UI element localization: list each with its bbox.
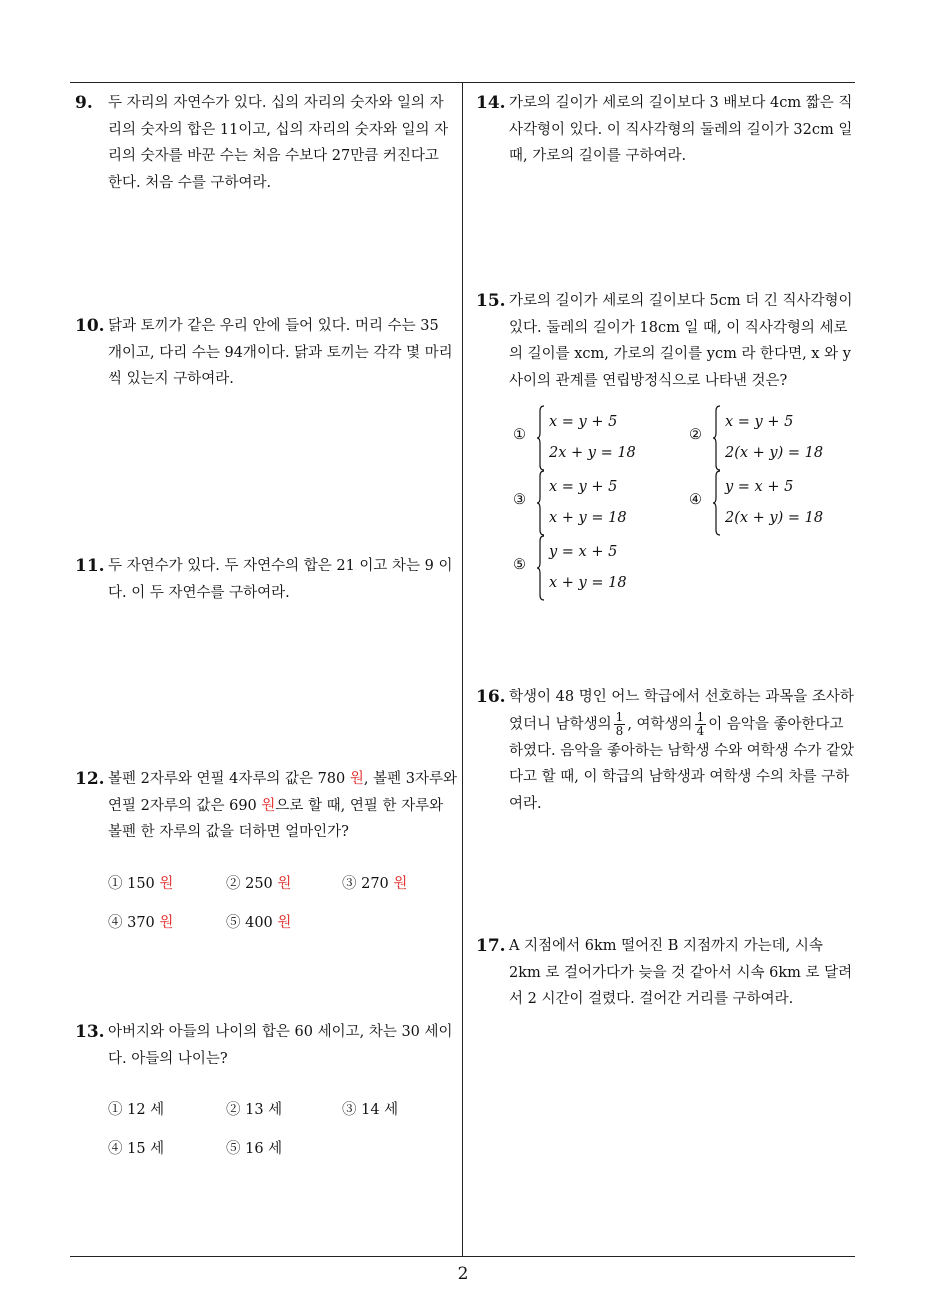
question-12 bbox=[75, 766, 457, 846]
question-number: 12. bbox=[75, 769, 105, 789]
currency-unit: 원 bbox=[159, 876, 174, 892]
choice-mark: ③ bbox=[342, 876, 357, 892]
left-brace-icon bbox=[713, 405, 721, 471]
bottom-rule bbox=[70, 1256, 855, 1257]
equation-2: 2x + y = 18 bbox=[549, 445, 636, 461]
choice-mark: ⑤ bbox=[226, 915, 241, 931]
choice-value: 400 bbox=[245, 915, 273, 931]
choice-value: 12 세 bbox=[127, 1102, 165, 1118]
question-16 bbox=[476, 684, 858, 817]
question-text bbox=[108, 766, 457, 846]
left-brace-icon bbox=[713, 470, 721, 536]
currency-unit: 원 bbox=[393, 876, 408, 892]
choice-mark: ① bbox=[513, 427, 526, 443]
text-fragment: , 여학생의 bbox=[627, 716, 693, 732]
question-number: 16. bbox=[476, 687, 506, 707]
choice-3[interactable] bbox=[342, 872, 407, 893]
question-17 bbox=[476, 933, 858, 1013]
currency-unit: 원 bbox=[277, 915, 292, 931]
equation-1: y = x + 5 bbox=[725, 479, 794, 495]
question-number: 11. bbox=[75, 556, 105, 576]
currency-unit: 원 bbox=[277, 876, 292, 892]
choice-mark: ① bbox=[108, 876, 123, 892]
choice-mark: ② bbox=[689, 427, 702, 443]
question-number: 13. bbox=[75, 1022, 105, 1042]
choice-value: 250 bbox=[245, 876, 273, 892]
choice-mark: ⑤ bbox=[226, 1141, 241, 1157]
choice-1[interactable] bbox=[108, 1098, 164, 1119]
choice-mark: ④ bbox=[108, 915, 123, 931]
question-14 bbox=[476, 90, 858, 170]
choice-2[interactable] bbox=[226, 872, 291, 893]
choice-mark: ① bbox=[108, 1102, 123, 1118]
question-text: 아버지와 아들의 나이의 합은 60 세이고, 차는 30 세이다. 아들의 나이는? bbox=[108, 1024, 453, 1067]
fraction-denominator: 8 bbox=[615, 723, 624, 738]
question-15 bbox=[476, 288, 858, 394]
currency-unit: 원 bbox=[159, 915, 174, 931]
equation-2: x + y = 18 bbox=[549, 575, 627, 591]
left-brace-icon bbox=[537, 535, 545, 601]
currency-unit: 원 bbox=[349, 771, 364, 787]
choice-4[interactable] bbox=[108, 911, 173, 932]
question-text: 가로의 길이가 세로의 길이보다 5cm 더 긴 직사각형이 있다. 둘레의 길이가 18cm 일 때, 이 직사각형의 세로의 길이를 xcm, 가로의 길이를 ycm 라 한다면, x 와 y 사이의 관계를 연립방정식으로 나타낸 것은? bbox=[509, 293, 853, 389]
fraction-denominator: 4 bbox=[696, 723, 705, 738]
question-text: 두 자리의 자연수가 있다. 십의 자리의 숫자와 일의 자리의 숫자의 합은 11이고, 십의 자리의 숫자와 일의 자리의 숫자를 바꾼 수는 처음 수보다 27만큼 커진다고 한다. 처음 수를 구하여라. bbox=[108, 95, 449, 191]
choice-mark: ⑤ bbox=[513, 557, 526, 573]
equation-2: 2(x + y) = 18 bbox=[725, 510, 824, 526]
text-fragment: 볼펜 2자루와 연필 4자루의 값은 780 bbox=[108, 771, 350, 787]
choice-value: 14 세 bbox=[361, 1102, 399, 1118]
choice-4[interactable] bbox=[108, 1137, 164, 1158]
choice-value: 15 세 bbox=[127, 1141, 165, 1157]
choice-mark: ③ bbox=[513, 492, 526, 508]
left-brace-icon bbox=[537, 405, 545, 471]
question-number: 15. bbox=[476, 291, 506, 311]
question-text bbox=[509, 684, 858, 817]
text-fragment: , 볼펜 3자루와 연필 2자루의 값은 690 bbox=[108, 771, 457, 814]
fraction bbox=[695, 711, 707, 738]
question-11 bbox=[75, 553, 457, 606]
question-text: A 지점에서 6km 떨어진 B 지점까지 가는데, 시속 2km 로 걸어가다가 늦을 것 같아서 시속 6km 로 달려서 2 시간이 걸렸다. 걸어간 거리를 구하여라. bbox=[509, 938, 853, 1007]
equation-2: x + y = 18 bbox=[549, 510, 627, 526]
choice-5[interactable] bbox=[226, 911, 291, 932]
choice-5[interactable] bbox=[226, 1137, 282, 1158]
column-divider bbox=[462, 82, 463, 1257]
question-number: 17. bbox=[476, 936, 506, 956]
equation-1: x = y + 5 bbox=[549, 414, 618, 430]
fraction bbox=[614, 711, 626, 738]
page-number: 2 bbox=[457, 1264, 469, 1284]
equation-1: y = x + 5 bbox=[549, 544, 618, 560]
question-9 bbox=[75, 90, 457, 196]
question-text: 두 자연수가 있다. 두 자연수의 합은 21 이고 차는 9 이다. 이 두 자연수를 구하여라. bbox=[108, 558, 453, 601]
question-number: 10. bbox=[75, 316, 105, 336]
question-number: 14. bbox=[476, 93, 506, 113]
fraction-numerator: 1 bbox=[696, 709, 705, 724]
choice-mark: ④ bbox=[108, 1141, 123, 1157]
choice-value: 16 세 bbox=[245, 1141, 283, 1157]
choice-mark: ② bbox=[226, 1102, 241, 1118]
question-13 bbox=[75, 1019, 457, 1072]
choice-mark: ③ bbox=[342, 1102, 357, 1118]
choice-value: 270 bbox=[361, 876, 389, 892]
left-brace-icon bbox=[537, 470, 545, 536]
text-fragment: 으로 할 때, 연필 한 자루와 볼펜 한 자루의 값을 더하면 얼마인가? bbox=[108, 797, 444, 840]
choice-mark: ② bbox=[226, 876, 241, 892]
equation-2: 2(x + y) = 18 bbox=[725, 445, 824, 461]
equation-1: x = y + 5 bbox=[549, 479, 618, 495]
equation-1: x = y + 5 bbox=[725, 414, 794, 430]
text-fragment: 이 음악을 좋아한다고 하였다. 음악을 좋아하는 남학생 수와 여학생 수가 같았다고 할 때, 이 학급의 남학생과 여학생 수의 차를 구하여라. bbox=[509, 716, 855, 812]
choice-value: 150 bbox=[127, 876, 155, 892]
choice-2[interactable] bbox=[226, 1098, 282, 1119]
choice-value: 13 세 bbox=[245, 1102, 283, 1118]
text-fragment: 학생이 48 명인 어느 학급에서 선호하는 과목을 조사하였더니 남학생의 bbox=[509, 689, 854, 732]
choice-value: 370 bbox=[127, 915, 155, 931]
currency-unit: 원 bbox=[261, 797, 276, 814]
question-text: 가로의 길이가 세로의 길이보다 3 배보다 4cm 짧은 직사각형이 있다. 이 직사각형의 둘레의 길이가 32cm 일 때, 가로의 길이를 구하여라. bbox=[509, 95, 853, 164]
question-number: 9. bbox=[75, 93, 93, 113]
question-10 bbox=[75, 313, 457, 393]
choice-mark: ④ bbox=[689, 492, 702, 508]
fraction-numerator: 1 bbox=[615, 709, 624, 724]
choice-1[interactable] bbox=[108, 872, 173, 893]
question-text: 닭과 토끼가 같은 우리 안에 들어 있다. 머리 수는 35 개이고, 다리 수는 94개이다. 닭과 토끼는 각각 몇 마리씩 있는지 구하여라. bbox=[108, 318, 453, 387]
choice-3[interactable] bbox=[342, 1098, 398, 1119]
